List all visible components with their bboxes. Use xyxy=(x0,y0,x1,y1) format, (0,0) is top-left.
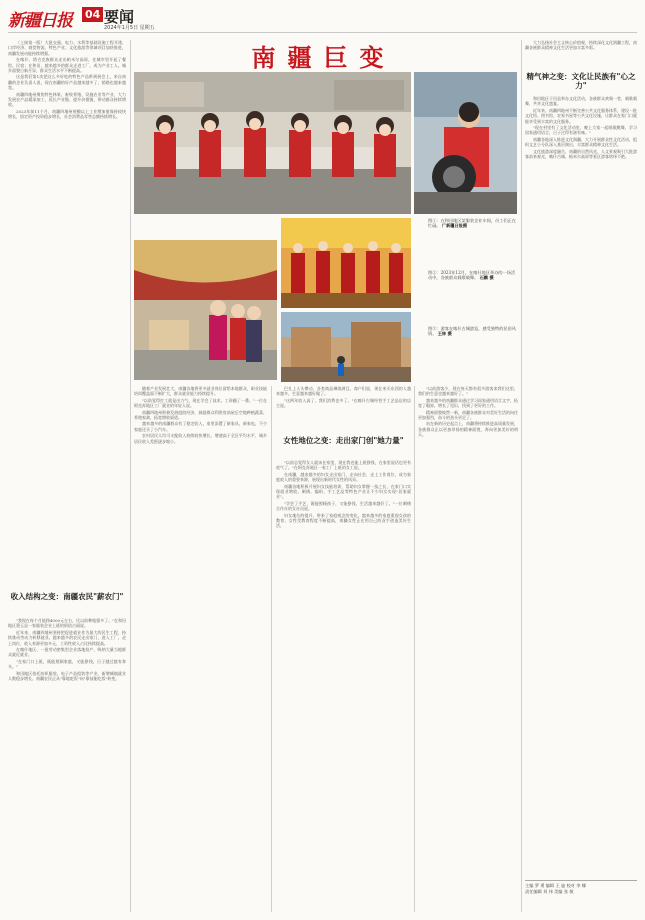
caption-text: 图②：2023年12月，在喀什地区举办的一场活动中，各族群众载歌载舞。 xyxy=(428,270,516,281)
mid-right-column-lower xyxy=(276,460,411,912)
paragraph: 站在新的历史起点上，南疆将持续推进高质量发展，各族群众正以更加昂扬的精神面貌，奔向更加美好的明天。 xyxy=(418,421,518,438)
paragraph: "现在村里有了文化活动室，晚上大家一起唱歌跳舞，学习国家通用语言，日子过得有滋有味。" xyxy=(525,125,637,136)
paragraph: 近年来，南疆四地州不断完善公共文化服务体系，建设一批文化馆、图书馆、农家书屋等公共文化设施，让群众在家门口就能享受到丰富的文化服务。 xyxy=(525,107,637,124)
date-line: 2024年1月5日 星期五 xyxy=(104,25,155,31)
paragraph: "以前总觉得女人就该在家里，现在我也能上班挣钱，在家里说话也更有底气了。"在阿克苏地区一家工厂上班的女工说。 xyxy=(276,460,411,471)
paragraph: 在喀什地区，一批劳动密集型企业落地投产，吸纳大量当地群众就近就业。 xyxy=(8,647,126,658)
paragraph: 随着产业发展壮大，南疆各地将更多就业岗位留给本地群众，职业技能培训覆盖面不断扩大，群众就业能力持续提升。 xyxy=(134,386,267,397)
mid-subhead: 女性地位之变：走出家门创"她力量" xyxy=(283,436,404,445)
paragraph: "学会了手艺，既能照顾孩子，又能挣钱，生活越来越好了。"一位刺绣合作社的女社员说。 xyxy=(276,500,411,512)
paragraph: "以前游客少，现在每天都有很多游客来我们这里，我们的生意也越来越好了。" xyxy=(418,386,518,397)
paragraph: （上接第一版）大批交通、电力、水利等基础设施工程开建，口岸经济、商贸物流、特色产业、文化旅游等领域项目加快推进，南疆发展动能持续增强。 xyxy=(8,40,126,56)
mid-left-column xyxy=(134,386,267,912)
left-column xyxy=(8,40,126,585)
paragraph: 精神面貌焕然一新，南疆各族群众对美好生活的向往更加强烈，奋斗的劲头更足了。 xyxy=(418,409,518,421)
paragraph: 越来越多的南疆群众有了稳定收入，家里添置了新家具、新家电，不少家庭还买了小汽车。 xyxy=(134,421,267,432)
paragraph: 农村居民人均可支配收入持续较快增长，增速高于全区平均水平，城乡居民收入差距逐步缩小。 xyxy=(134,433,267,444)
mid-far-column xyxy=(418,386,518,912)
paragraph: 文化旅游深度融合，南疆的自然风光、人文景观吸引大批游客前来观光，喀什古城、帕米尔高原等景区游客络绎不绝。 xyxy=(525,148,637,160)
photo-caption xyxy=(428,326,518,337)
paragraph: "以前觉得打工就是出力气，现在学会了技术，工资翻了一番。"一位在阿克苏地区工厂就业的年轻人说。 xyxy=(134,397,267,409)
paragraph: 这是我们第1次把这么多好吃的特色产品带到展会上，来自南疆的企业负责人说，现在南疆的好产品越来越多了，销路也越来越宽。 xyxy=(8,74,126,91)
photo-caption xyxy=(428,218,518,229)
right-column xyxy=(525,40,637,70)
credit-line: 主编 罗 勇 编辑 王 迪 校对 李 娜 xyxy=(525,883,586,888)
paragraph: 大力弘扬社会主义核心价值观，持续深化文化润疆工程，南疆各族群众精神文化生活更加丰富多彩。 xyxy=(525,40,637,51)
left-column-lower xyxy=(8,618,126,913)
paragraph: 越来越多的南疆群众通过学习国家通用语言文字，拓宽了眼界，增长了见识，找到了更好的工作。 xyxy=(418,397,518,409)
right-subhead: 精气神之变：文化让民族有"心之力" xyxy=(526,72,636,90)
editor-credits xyxy=(525,880,637,894)
caption-credit: 石鹏 摄 xyxy=(479,275,494,281)
paragraph: 南疆四地州聚焦特色林果、畜牧养殖、设施农业等产业，大力发展农产品精深加工，延长产业链、提升价值链，带动群众持续增收。 xyxy=(8,91,126,108)
page-number: 04 xyxy=(82,7,103,22)
paragraph: 近年来，南疆四地州坚持把促进就业作为最大的民生工程，持续推动劳动力转移就业。越来越多的农民走出家门，进入工厂、走上岗位，收入来源更加多元，工资性收入占比持续提高。 xyxy=(8,629,126,646)
photo-old-city xyxy=(281,312,411,382)
caption-credit: 广新疆日报摄 xyxy=(441,223,468,229)
masthead xyxy=(8,6,637,33)
left-subhead: 收入结构之变：南疆农民"薪农门" xyxy=(10,592,124,601)
paragraph: "在家门口上班，既能照顾家庭，又能挣钱，日子越过越有奔头。" xyxy=(8,658,126,670)
paragraph: 南疆四地州积极发展庭院经济，鼓励群众利用房前屋后空地种植蔬菜、养殖家禽，拓宽增收渠道。 xyxy=(134,409,267,421)
photo-shopping xyxy=(134,240,277,380)
paragraph: "我现在每个月能挣4000元左右，比以前种地强多了。"在和田地区墨玉县一家服装企业上班的阿依古丽说。 xyxy=(8,618,126,629)
paragraph: 南疆各地深入推进文化润疆，大力开展群众性文化活动，组织文艺小分队深入基层演出，丰富群众精神文化生活。 xyxy=(525,136,637,148)
photo-worker-wheel xyxy=(414,72,517,214)
mid-right-column xyxy=(276,386,411,436)
paragraph: 和田地区依托纺织服装、电子产品组装等产业，新增城镇就业人数稳步增长。南疆农民正从"靠地吃饭"向"靠技能吃饭"转变。 xyxy=(8,670,126,682)
caption-text: 图①：在和田地区某服装企业车间，员工们正在忙碌。 xyxy=(428,218,516,229)
paragraph: "这两年收入高了，我们消费也多了。"在喀什古城经营手工艺品店的店主说。 xyxy=(276,397,411,409)
newspaper-logo: 新疆日报 xyxy=(8,11,72,31)
photo-caption xyxy=(428,270,518,281)
paragraph: 在南疆，越来越多的妇女走出家门，走向社会，走上工作岗位，成为家庭收入的重要来源，展现出新时代女性的风采。 xyxy=(276,471,411,483)
photo-performance xyxy=(281,218,411,308)
section-title: 要闻 xyxy=(104,8,135,26)
photo-factory-workers xyxy=(134,72,411,214)
paragraph: 巴扎上人头攒动，各类商品琳琅满目。商户们说，现在来买东西的人越来越多，生意越来越好做了。 xyxy=(276,386,411,397)
paragraph: 和田地区于田县举办文化活动，各族群众欢聚一堂，载歌载舞，共享文化盛宴。 xyxy=(525,96,637,107)
credit-line: 责任编辑 刘 伟 美编 张 敏 xyxy=(525,888,574,894)
paragraph: 在喀什，塔吉克族群众走出帕米尔高原，在城市里开起了餐馆、民宿；在和田，越来越多的群众走进工厂，成为产业工人。城乡面貌日新月异，群众生活水平不断提高。 xyxy=(8,57,126,74)
paragraph: 南疆各地积极开展妇女技能培训，帮助妇女掌握一技之长，在家门口实现就业增收。刺绣、编织、手工艺品等特色产业让不少妇女实现"居家就业"。 xyxy=(276,483,411,500)
caption-text: 图③：游客在喀什古城游览，感受独特的民俗风情。 xyxy=(428,326,516,337)
paragraph: 妇女地位的提升，带来了家庭观念的变化。越来越多的家庭重视女孩的教育，女性受教育程度不断提高，南疆女性正在用自己的双手创造美好生活。 xyxy=(276,512,411,529)
caption-credit: 王林 摄 xyxy=(437,331,452,337)
article-headline: 南疆巨变 xyxy=(251,44,396,72)
paragraph: 2023年前11个月，南疆四地州规模以上工业增加值保持较快增长，固定资产投资稳步增长，社会消费品零售总额持续增长。 xyxy=(8,108,126,120)
right-column-lower xyxy=(525,96,637,876)
